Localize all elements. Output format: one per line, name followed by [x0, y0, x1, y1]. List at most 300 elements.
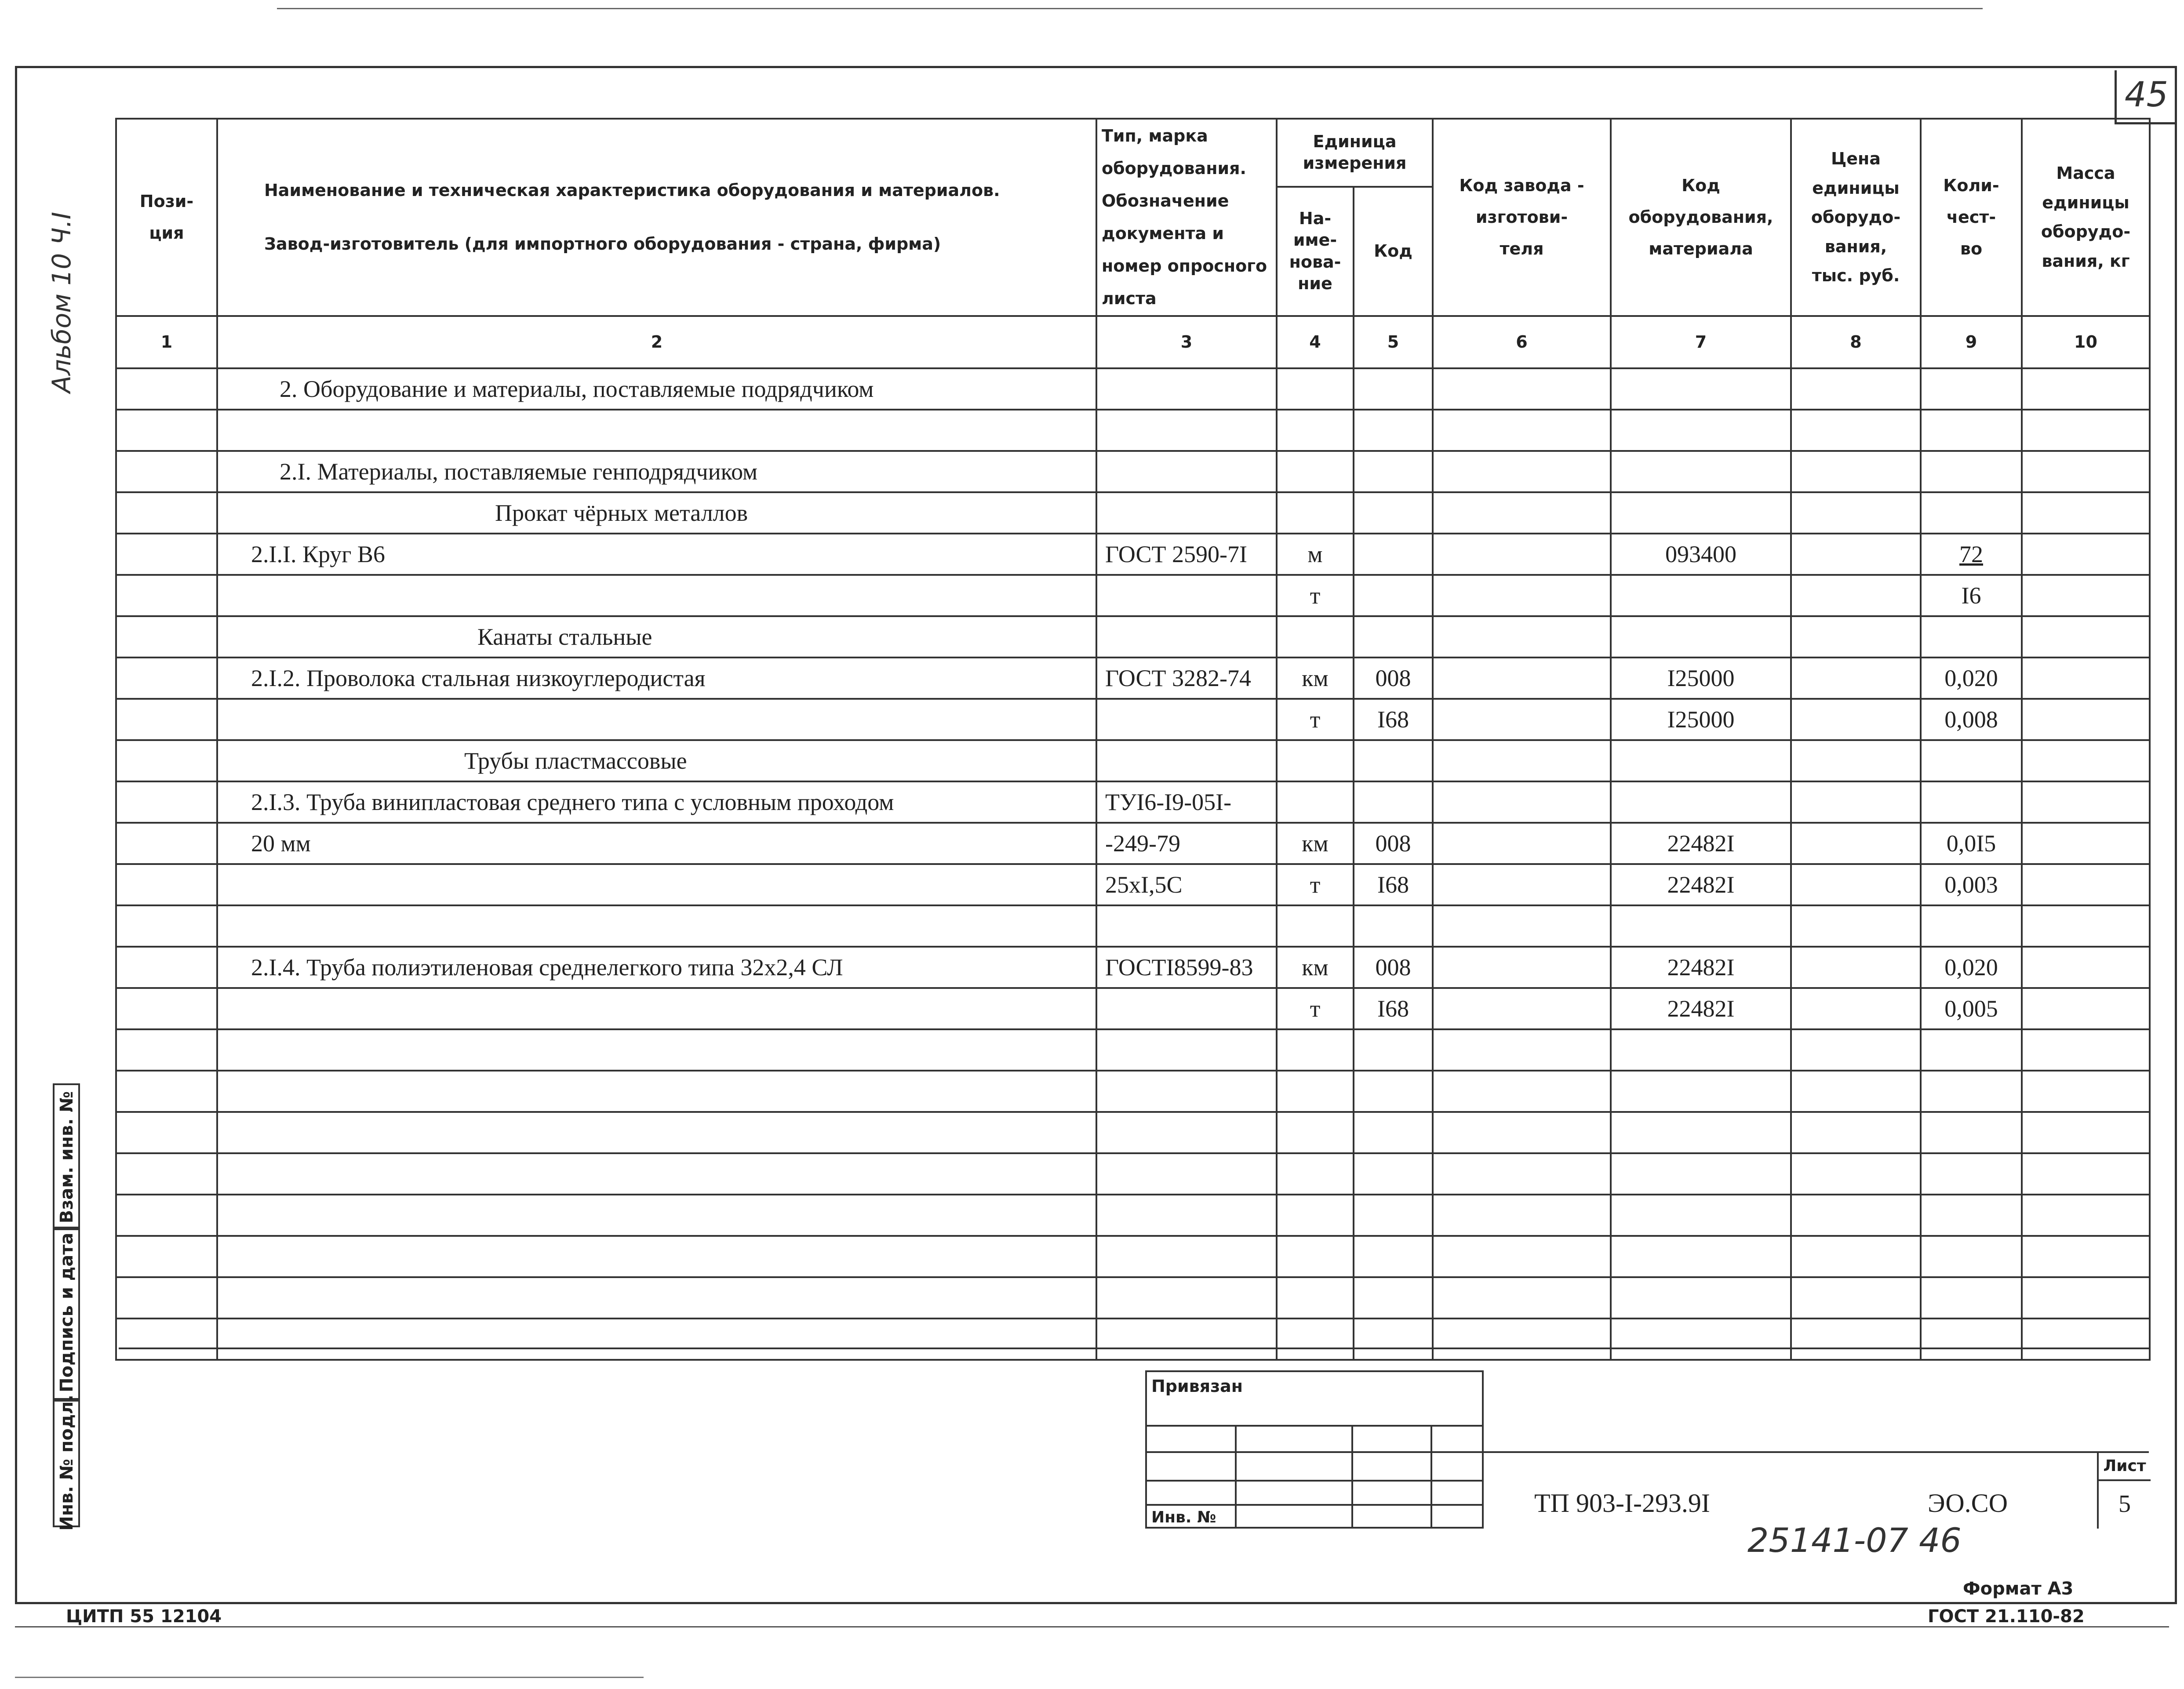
- quantity-cell: [1921, 740, 2022, 781]
- equipment-code-cell: [1611, 781, 1791, 823]
- mass-cell: [2022, 1112, 2150, 1153]
- equipment-code-cell: [1611, 1277, 1791, 1319]
- table-row: [116, 451, 2150, 492]
- price-cell: [1791, 1236, 1921, 1277]
- equipment-code-cell: I25000: [1611, 657, 1791, 699]
- bottom-rule: [15, 1677, 644, 1678]
- position-cell: [116, 1277, 217, 1319]
- quantity-cell: [1921, 1277, 2022, 1319]
- equipment-code-cell: [1611, 1029, 1791, 1071]
- type-cell: [1096, 1236, 1277, 1277]
- type-cell: [1096, 740, 1277, 781]
- position-cell: [116, 534, 217, 575]
- factory-code-cell: [1433, 699, 1611, 740]
- unit-cell: т: [1277, 575, 1354, 616]
- name-cell: Трубы пластмассовые: [217, 740, 1096, 781]
- price-cell: [1791, 1029, 1921, 1071]
- col-number: 6: [1433, 316, 1611, 368]
- unit-cell: т: [1277, 864, 1354, 905]
- unit-cell: [1277, 368, 1354, 410]
- factory-code-cell: [1433, 988, 1611, 1029]
- unit-code-cell: [1354, 1277, 1433, 1319]
- mass-cell: [2022, 410, 2150, 451]
- side-label-vzam: Взам. инв. №: [57, 1091, 77, 1224]
- table-row: [116, 616, 2150, 657]
- type-cell: [1096, 1029, 1277, 1071]
- col-number: 3: [1096, 316, 1277, 368]
- unit-code-cell: [1354, 1112, 1433, 1153]
- name-cell: Канаты стальные: [217, 616, 1096, 657]
- col-number: 5: [1354, 316, 1433, 368]
- equipment-code-cell: [1611, 368, 1791, 410]
- unit-code-cell: [1354, 451, 1433, 492]
- equipment-code-cell: [1611, 1195, 1791, 1236]
- table-row: [116, 492, 2150, 534]
- table-row: [116, 864, 2150, 905]
- footer-left: ЦИТП 55 12104: [66, 1606, 222, 1627]
- unit-code-cell: [1354, 1071, 1433, 1112]
- factory-code-cell: [1433, 740, 1611, 781]
- quantity-cell: [1921, 781, 2022, 823]
- mass-cell: [2022, 1195, 2150, 1236]
- sheet-box: [2097, 1453, 2151, 1529]
- position-cell: [116, 699, 217, 740]
- unit-cell: т: [1277, 699, 1354, 740]
- column-number-row: [116, 316, 2150, 368]
- factory-code-cell: [1433, 657, 1611, 699]
- col-number: 1: [116, 316, 217, 368]
- header-name-line1: Наименование и техническая характеристика оборудования и материалов.: [264, 181, 1000, 200]
- footer-format: Формат А3: [1963, 1579, 2074, 1599]
- unit-cell: [1277, 451, 1354, 492]
- price-cell: [1791, 368, 1921, 410]
- quantity-cell: 0,020: [1921, 947, 2022, 988]
- type-cell: [1096, 492, 1277, 534]
- table-body: [116, 368, 2150, 1360]
- unit-code-cell: [1354, 616, 1433, 657]
- unit-cell: т: [1277, 988, 1354, 1029]
- factory-code-cell: [1433, 451, 1611, 492]
- factory-code-cell: [1433, 534, 1611, 575]
- price-cell: [1791, 410, 1921, 451]
- factory-code-cell: [1433, 1236, 1611, 1277]
- price-cell: [1791, 492, 1921, 534]
- unit-cell: [1277, 740, 1354, 781]
- factory-code-cell: [1433, 1277, 1611, 1319]
- mass-cell: [2022, 823, 2150, 864]
- col-number: 7: [1611, 316, 1791, 368]
- type-cell: ГОСТ 2590-7I: [1096, 534, 1277, 575]
- type-cell: [1096, 368, 1277, 410]
- header-type: Тип, марка оборудования. Обозначение документа и номер опросного листа: [1096, 119, 1277, 316]
- unit-code-cell: [1354, 905, 1433, 947]
- footer-rule: [15, 1626, 2169, 1627]
- position-cell: [116, 1195, 217, 1236]
- position-cell: [116, 781, 217, 823]
- position-cell: [116, 947, 217, 988]
- equipment-code-cell: [1611, 575, 1791, 616]
- position-cell: [116, 1153, 217, 1195]
- col-number: 2: [217, 316, 1096, 368]
- header-unit-name: На-име-нова-ние: [1277, 187, 1354, 316]
- table-row: [116, 947, 2150, 988]
- equipment-code-cell: 093400: [1611, 534, 1791, 575]
- type-cell: [1096, 575, 1277, 616]
- name-cell: 2.I. Материалы, поставляемые генподрядчиком: [217, 451, 1096, 492]
- type-cell: [1096, 1277, 1277, 1319]
- equipment-code-cell: [1611, 451, 1791, 492]
- type-cell: [1096, 988, 1277, 1029]
- unit-code-cell: 008: [1354, 947, 1433, 988]
- unit-code-cell: I68: [1354, 864, 1433, 905]
- equipment-code-cell: [1611, 1153, 1791, 1195]
- name-cell: 20 мм: [217, 823, 1096, 864]
- name-cell: [217, 410, 1096, 451]
- price-cell: [1791, 1112, 1921, 1153]
- table-row: [116, 1071, 2150, 1112]
- unit-code-cell: [1354, 1195, 1433, 1236]
- mass-cell: [2022, 492, 2150, 534]
- header-factory-code: Код завода - изготови-теля: [1433, 119, 1611, 316]
- factory-code-cell: [1433, 492, 1611, 534]
- price-cell: [1791, 781, 1921, 823]
- table-row: [116, 1236, 2150, 1277]
- factory-code-cell: [1433, 368, 1611, 410]
- quantity-cell: [1921, 616, 2022, 657]
- unit-code-cell: [1354, 534, 1433, 575]
- price-cell: [1791, 1071, 1921, 1112]
- position-cell: [116, 864, 217, 905]
- type-cell: [1096, 616, 1277, 657]
- unit-cell: [1277, 492, 1354, 534]
- name-cell: [217, 1071, 1096, 1112]
- price-cell: [1791, 699, 1921, 740]
- factory-code-cell: [1433, 410, 1611, 451]
- unit-cell: [1277, 1071, 1354, 1112]
- col-number: 10: [2022, 316, 2150, 368]
- factory-code-cell: [1433, 1112, 1611, 1153]
- type-cell: 25хI,5С: [1096, 864, 1277, 905]
- unit-cell: м: [1277, 534, 1354, 575]
- quantity-cell: [1921, 905, 2022, 947]
- type-cell: -249-79: [1096, 823, 1277, 864]
- unit-cell: [1277, 1195, 1354, 1236]
- unit-code-cell: [1354, 740, 1433, 781]
- table-row: [116, 1153, 2150, 1195]
- header-quantity: Коли-чест-во: [1921, 119, 2022, 316]
- unit-cell: [1277, 1236, 1354, 1277]
- album-label: Альбом 10 Ч.I: [47, 212, 76, 393]
- position-cell: [116, 657, 217, 699]
- price-cell: [1791, 657, 1921, 699]
- unit-cell: [1277, 1029, 1354, 1071]
- position-cell: [116, 451, 217, 492]
- unit-code-cell: [1354, 781, 1433, 823]
- quantity-cell: [1921, 368, 2022, 410]
- table-row: [116, 534, 2150, 575]
- unit-code-cell: 008: [1354, 657, 1433, 699]
- quantity-cell: [1921, 492, 2022, 534]
- table-row: [116, 1029, 2150, 1071]
- factory-code-cell: [1433, 947, 1611, 988]
- equipment-code-cell: [1611, 616, 1791, 657]
- position-cell: [116, 1236, 217, 1277]
- type-cell: [1096, 410, 1277, 451]
- unit-code-cell: [1354, 492, 1433, 534]
- position-cell: [116, 905, 217, 947]
- unit-code-cell: 008: [1354, 823, 1433, 864]
- doc-code: ТП 903-I-293.9I: [1534, 1489, 1710, 1518]
- price-cell: [1791, 864, 1921, 905]
- price-cell: [1791, 947, 1921, 988]
- equipment-code-cell: 22482I: [1611, 823, 1791, 864]
- price-cell: [1791, 1195, 1921, 1236]
- quantity-cell: 0,020: [1921, 657, 2022, 699]
- mass-cell: [2022, 1277, 2150, 1319]
- table-row: [116, 905, 2150, 947]
- header-equipment-code: Код оборудования, материала: [1611, 119, 1791, 316]
- name-cell: [217, 1195, 1096, 1236]
- equipment-code-cell: [1611, 1071, 1791, 1112]
- quantity-cell: 0,005: [1921, 988, 2022, 1029]
- type-cell: [1096, 451, 1277, 492]
- handwritten-number: 25141-07 46: [1747, 1521, 1962, 1560]
- mass-cell: [2022, 1071, 2150, 1112]
- title-block: [1484, 1451, 2149, 1529]
- table-row: [116, 657, 2150, 699]
- mass-cell: [2022, 534, 2150, 575]
- name-cell: [217, 864, 1096, 905]
- header-price: Цена единицы оборудо-вания, тыс. руб.: [1791, 119, 1921, 316]
- stamp-block: [119, 1348, 2149, 1528]
- table-row: [116, 1112, 2150, 1153]
- top-rule: [277, 8, 1983, 9]
- mass-cell: [2022, 740, 2150, 781]
- equipment-code-cell: [1611, 492, 1791, 534]
- type-cell: [1096, 1112, 1277, 1153]
- table-row: [116, 988, 2150, 1029]
- type-cell: [1096, 699, 1277, 740]
- equipment-code-cell: [1611, 1236, 1791, 1277]
- quantity-cell: [1921, 1029, 2022, 1071]
- equipment-code-cell: [1611, 905, 1791, 947]
- table-row: [116, 699, 2150, 740]
- factory-code-cell: [1433, 575, 1611, 616]
- table-row: [116, 410, 2150, 451]
- name-cell: Прокат чёрных металлов: [217, 492, 1096, 534]
- type-cell: [1096, 905, 1277, 947]
- table-row: [116, 1195, 2150, 1236]
- price-cell: [1791, 905, 1921, 947]
- name-cell: 2.I.3. Труба винипластовая среднего типа с условным проходом: [217, 781, 1096, 823]
- name-cell: [217, 905, 1096, 947]
- quantity-cell: I6: [1921, 575, 2022, 616]
- table-row: [116, 781, 2150, 823]
- unit-code-cell: [1354, 1236, 1433, 1277]
- name-cell: [217, 1236, 1096, 1277]
- mass-cell: [2022, 1153, 2150, 1195]
- unit-cell: км: [1277, 947, 1354, 988]
- equipment-code-cell: [1611, 740, 1791, 781]
- quantity-cell: [1921, 1112, 2022, 1153]
- unit-cell: [1277, 905, 1354, 947]
- privyazan-box: [1145, 1370, 1484, 1529]
- mass-cell: [2022, 699, 2150, 740]
- factory-code-cell: [1433, 1071, 1611, 1112]
- header-unit-code: Код: [1354, 187, 1433, 316]
- unit-code-cell: [1354, 1029, 1433, 1071]
- factory-code-cell: [1433, 1195, 1611, 1236]
- unit-cell: км: [1277, 657, 1354, 699]
- price-cell: [1791, 616, 1921, 657]
- specification-table: [115, 118, 2151, 1361]
- page-number: 45: [2124, 75, 2169, 115]
- table-row: [116, 823, 2150, 864]
- name-cell: [217, 699, 1096, 740]
- factory-code-cell: [1433, 905, 1611, 947]
- quantity-cell: 0,008: [1921, 699, 2022, 740]
- quantity-cell: [1921, 451, 2022, 492]
- name-cell: [217, 1153, 1096, 1195]
- mass-cell: [2022, 1029, 2150, 1071]
- type-cell: [1096, 1153, 1277, 1195]
- mass-cell: [2022, 451, 2150, 492]
- col-number: 8: [1791, 316, 1921, 368]
- name-cell: [217, 988, 1096, 1029]
- position-cell: [116, 988, 217, 1029]
- mass-cell: [2022, 947, 2150, 988]
- unit-cell: км: [1277, 823, 1354, 864]
- table-row: [116, 368, 2150, 410]
- price-cell: [1791, 988, 1921, 1029]
- name-cell: 2.I.2. Проволока стальная низкоуглеродистая: [217, 657, 1096, 699]
- factory-code-cell: [1433, 1029, 1611, 1071]
- mass-cell: [2022, 781, 2150, 823]
- price-cell: [1791, 534, 1921, 575]
- equipment-code-cell: 22482I: [1611, 947, 1791, 988]
- unit-cell: [1277, 1112, 1354, 1153]
- header-unit-group: Единица измерения: [1277, 119, 1433, 187]
- header-name-line2: Завод-изготовитель (для импортного оборудования - страна, фирма): [264, 234, 941, 254]
- type-cell: [1096, 1195, 1277, 1236]
- position-cell: [116, 492, 217, 534]
- name-cell: 2.I.I. Круг В6: [217, 534, 1096, 575]
- name-cell: 2.I.4. Труба полиэтиленовая среднелегкого типа 32х2,4 СЛ: [217, 947, 1096, 988]
- table-row: [116, 740, 2150, 781]
- side-label-podpis: Подпись и дата: [57, 1232, 77, 1392]
- quantity-cell: [1921, 1071, 2022, 1112]
- quantity-cell: [1921, 410, 2022, 451]
- mass-cell: [2022, 575, 2150, 616]
- quantity-cell: 0,0I5: [1921, 823, 2022, 864]
- price-cell: [1791, 1277, 1921, 1319]
- section-code: ЭО.СО: [1928, 1489, 2008, 1518]
- factory-code-cell: [1433, 616, 1611, 657]
- unit-code-cell: [1354, 1153, 1433, 1195]
- name-cell: [217, 1029, 1096, 1071]
- name-cell: [217, 1112, 1096, 1153]
- price-cell: [1791, 451, 1921, 492]
- position-cell: [116, 1112, 217, 1153]
- quantity-cell: 72: [1921, 534, 2022, 575]
- unit-code-cell: I68: [1354, 988, 1433, 1029]
- footer-gost: ГОСТ 21.110-82: [1928, 1606, 2085, 1627]
- mass-cell: [2022, 988, 2150, 1029]
- inv-no-label: Инв. №: [1151, 1508, 1216, 1526]
- mass-cell: [2022, 905, 2150, 947]
- unit-cell: [1277, 781, 1354, 823]
- position-cell: [116, 740, 217, 781]
- unit-code-cell: [1354, 575, 1433, 616]
- position-cell: [116, 616, 217, 657]
- unit-cell: [1277, 410, 1354, 451]
- unit-code-cell: I68: [1354, 699, 1433, 740]
- mass-cell: [2022, 616, 2150, 657]
- type-cell: ГОСТI8599-83: [1096, 947, 1277, 988]
- quantity-cell: [1921, 1153, 2022, 1195]
- unit-code-cell: [1354, 410, 1433, 451]
- type-cell: [1096, 1071, 1277, 1112]
- privyazan-label: Привязан: [1151, 1377, 1243, 1396]
- equipment-code-cell: I25000: [1611, 699, 1791, 740]
- header-mass: Масса единицы оборудо-вания, кг: [2022, 119, 2150, 316]
- price-cell: [1791, 740, 1921, 781]
- sheet-label: Лист: [2099, 1453, 2151, 1481]
- quantity-cell: [1921, 1195, 2022, 1236]
- position-cell: [116, 1071, 217, 1112]
- equipment-code-cell: [1611, 1112, 1791, 1153]
- mass-cell: [2022, 368, 2150, 410]
- factory-code-cell: [1433, 864, 1611, 905]
- name-cell: [217, 575, 1096, 616]
- side-label-inv: Инв. № подл.: [57, 1395, 77, 1531]
- mass-cell: [2022, 864, 2150, 905]
- table-row: [116, 575, 2150, 616]
- factory-code-cell: [1433, 781, 1611, 823]
- name-cell: [217, 1277, 1096, 1319]
- equipment-code-cell: [1611, 410, 1791, 451]
- unit-cell: [1277, 616, 1354, 657]
- equipment-code-cell: 22482I: [1611, 864, 1791, 905]
- page-number-box: [2115, 70, 2176, 124]
- factory-code-cell: [1433, 1153, 1611, 1195]
- col-number: 9: [1921, 316, 2022, 368]
- mass-cell: [2022, 657, 2150, 699]
- table-row: [116, 1277, 2150, 1319]
- header-name: [217, 119, 1096, 316]
- quantity-cell: [1921, 1236, 2022, 1277]
- price-cell: [1791, 575, 1921, 616]
- type-cell: ТУI6-I9-05I-: [1096, 781, 1277, 823]
- unit-cell: [1277, 1153, 1354, 1195]
- price-cell: [1791, 1153, 1921, 1195]
- header-row: [116, 119, 2150, 187]
- col-number: 4: [1277, 316, 1354, 368]
- name-cell: 2. Оборудование и материалы, поставляемые подрядчиком: [217, 368, 1096, 410]
- position-cell: [116, 823, 217, 864]
- sheet-number: 5: [2118, 1490, 2131, 1518]
- unit-cell: [1277, 1277, 1354, 1319]
- price-cell: [1791, 823, 1921, 864]
- position-cell: [116, 368, 217, 410]
- header-position: Пози-ция: [116, 119, 217, 316]
- type-cell: ГОСТ 3282-74: [1096, 657, 1277, 699]
- position-cell: [116, 410, 217, 451]
- mass-cell: [2022, 1236, 2150, 1277]
- equipment-code-cell: 22482I: [1611, 988, 1791, 1029]
- unit-code-cell: [1354, 368, 1433, 410]
- position-cell: [116, 575, 217, 616]
